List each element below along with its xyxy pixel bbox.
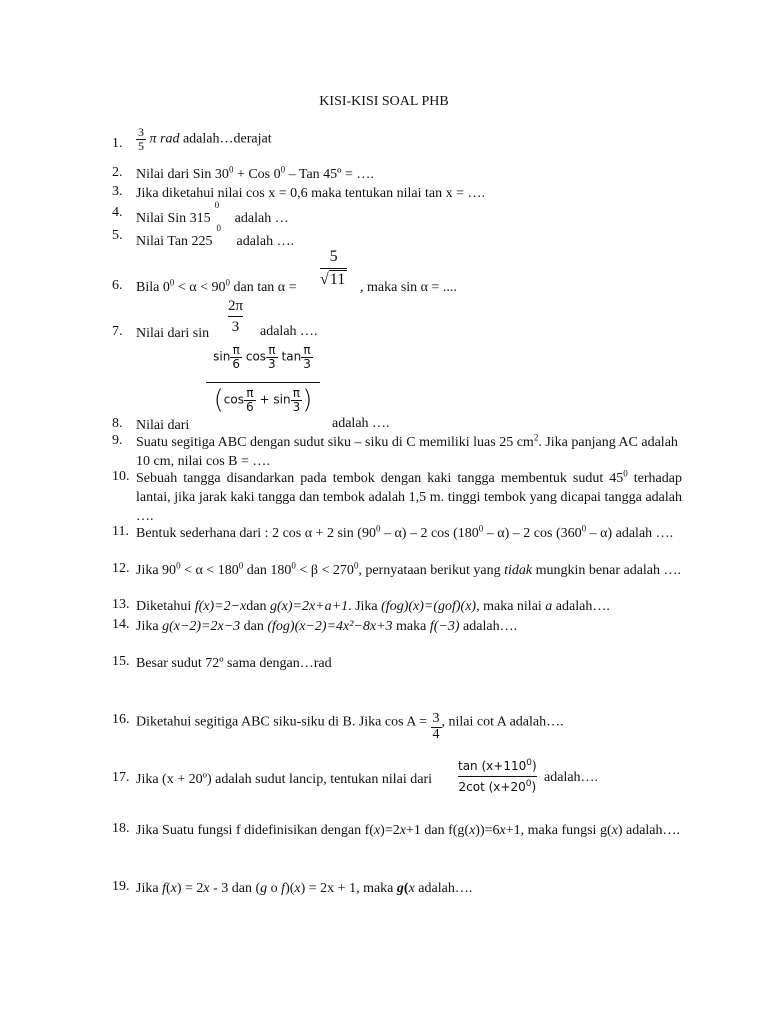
question-17: 17. Jika (x + 20º) adalah sudut lancip, tentukan nilai dari $\tan (x+110^0)$ 2cot $(x+20^0)$ adalah….: [112, 756, 682, 802]
question-7: 7. Nilai dari sin 2π 3 adalah ….: [112, 298, 318, 341]
document-page: KISI-KISI SOAL PHB 1. $\frac{3}{5}$ π rad adalah…derajat 2. Nilai dari Sin $30^0$ + Cos $0^0$ – Tan 45º = …. 3. Jika diketahui nilai cos x = 0,6 maka tentukan nilai tan x = …. 4. Nilai Sin $315^0$ adalah … 5. Nilai Tan $225^0$ adalah …. 6. Bila $0^0 < \alpha < 90^0$ dan tan α = 5 √11 , maka sin α = .... 7. Nilai dari sin 2π 3 adalah …. 8. Nilai dari sin $\frac{\pi}{6}$ cos $\frac{\pi}{3}$ tan $\frac{\pi}{3}$ (cos $\frac{\pi}{6}$ + sin $\frac{\pi}{3}$ ) adalah …. 9. Suatu segitiga ABC dengan sudut siku – siku di C memiliki luas 25 $cm^2$. Jika panjang AC adalah 10 cm, nilai cos B = …. 10. Sebuah tangga disandarkan pada tembok dengan kaki tangga membentuk sudut $45^0$ terhadap lantai, jika jarak kaki tangga dan tembok adalah 1,5 m. tinggi tembok yang dicapai tangga adalah …. 11. Bentuk sederhana dari : 2 cos α + 2 $\sin (90^0 - \alpha) - 2$ $\cos (180^0 - \alpha) - 2$ $\cos (360^0 - \alpha)$ adalah …. 12. Jika $90^0 < \alpha < 180^0$ dan $180^0 < \beta < 270^0$, pernyataan berikut yang tidak mungkin benar adalah …. 13. Diketahui f(x)=2−xdan g(x)=2x+a+1. Jika (fog)(x)=(gof)(x), maka nilai a adalah…. 14. Jika g(x−2)=2x−3 dan (fog)(x−2)=4x²−8x+3 maka f(−3) adalah…. 15. Besar sudut 72º sama dengan…rad 16. Diketahui segitiga ABC siku-siku di B. Jika cos A = $\frac{3}{4}$ , nilai cot A adalah…. 17. Jika (x + 20º) adalah sudut lancip, tentukan nilai dari $\tan (x+110^0)$ 2cot $(x+20^0)$ adalah…. 18. Jika Suatu fungsi f didefinisikan dengan f(x)=2x+1 dan f(g(x))=6x+1, maka fungsi g(x) adalah…. 19. Jika f(x) = 2x - 3 dan (g o f)(x) = 2x + 1, maka g(x adalah….: [0, 0, 768, 1024]
document-title: KISI-KISI SOAL PHB: [319, 94, 449, 109]
question-6: 6. Bila $0^0 < \alpha < 90^0$ dan tan α = 5 √11 , maka sin α = ....: [112, 248, 457, 295]
question-1: 1. $\frac{3}{5}$ π rad adalah…derajat: [112, 125, 272, 153]
fraction-numerator: sin $\frac{\pi}{6}$ cos $\frac{\pi}{3}$ tan $\frac{\pi}{3}$: [213, 343, 311, 371]
fraction-denominator: (cos $\frac{\pi}{6}$ + sin $\frac{\pi}{3}$ ): [206, 382, 320, 415]
fraction: 2π 3: [228, 298, 244, 335]
fraction: $\frac{3}{5}$: [138, 125, 144, 153]
fraction: $\tan (x+110^0)$ 2cot $(x+20^0)$: [458, 756, 537, 797]
compound-fraction: [206, 344, 320, 415]
question-8: 8. Nilai dari sin $\frac{\pi}{6}$ cos $\frac{\pi}{3}$ tan $\frac{\pi}{3}$ (cos $\frac{\pi}{6}$ + sin $\frac{\pi}{3}$ ) adalah ….: [112, 343, 390, 433]
fraction: $\frac{3}{4}$: [432, 711, 440, 742]
question-16: 16. Diketahui segitiga ABC siku-siku di B. Jika cos A = $\frac{3}{4}$ , nilai cot A adalah….: [112, 711, 564, 742]
question-number: 1.: [112, 136, 123, 151]
fraction: 5 √11: [320, 246, 347, 291]
